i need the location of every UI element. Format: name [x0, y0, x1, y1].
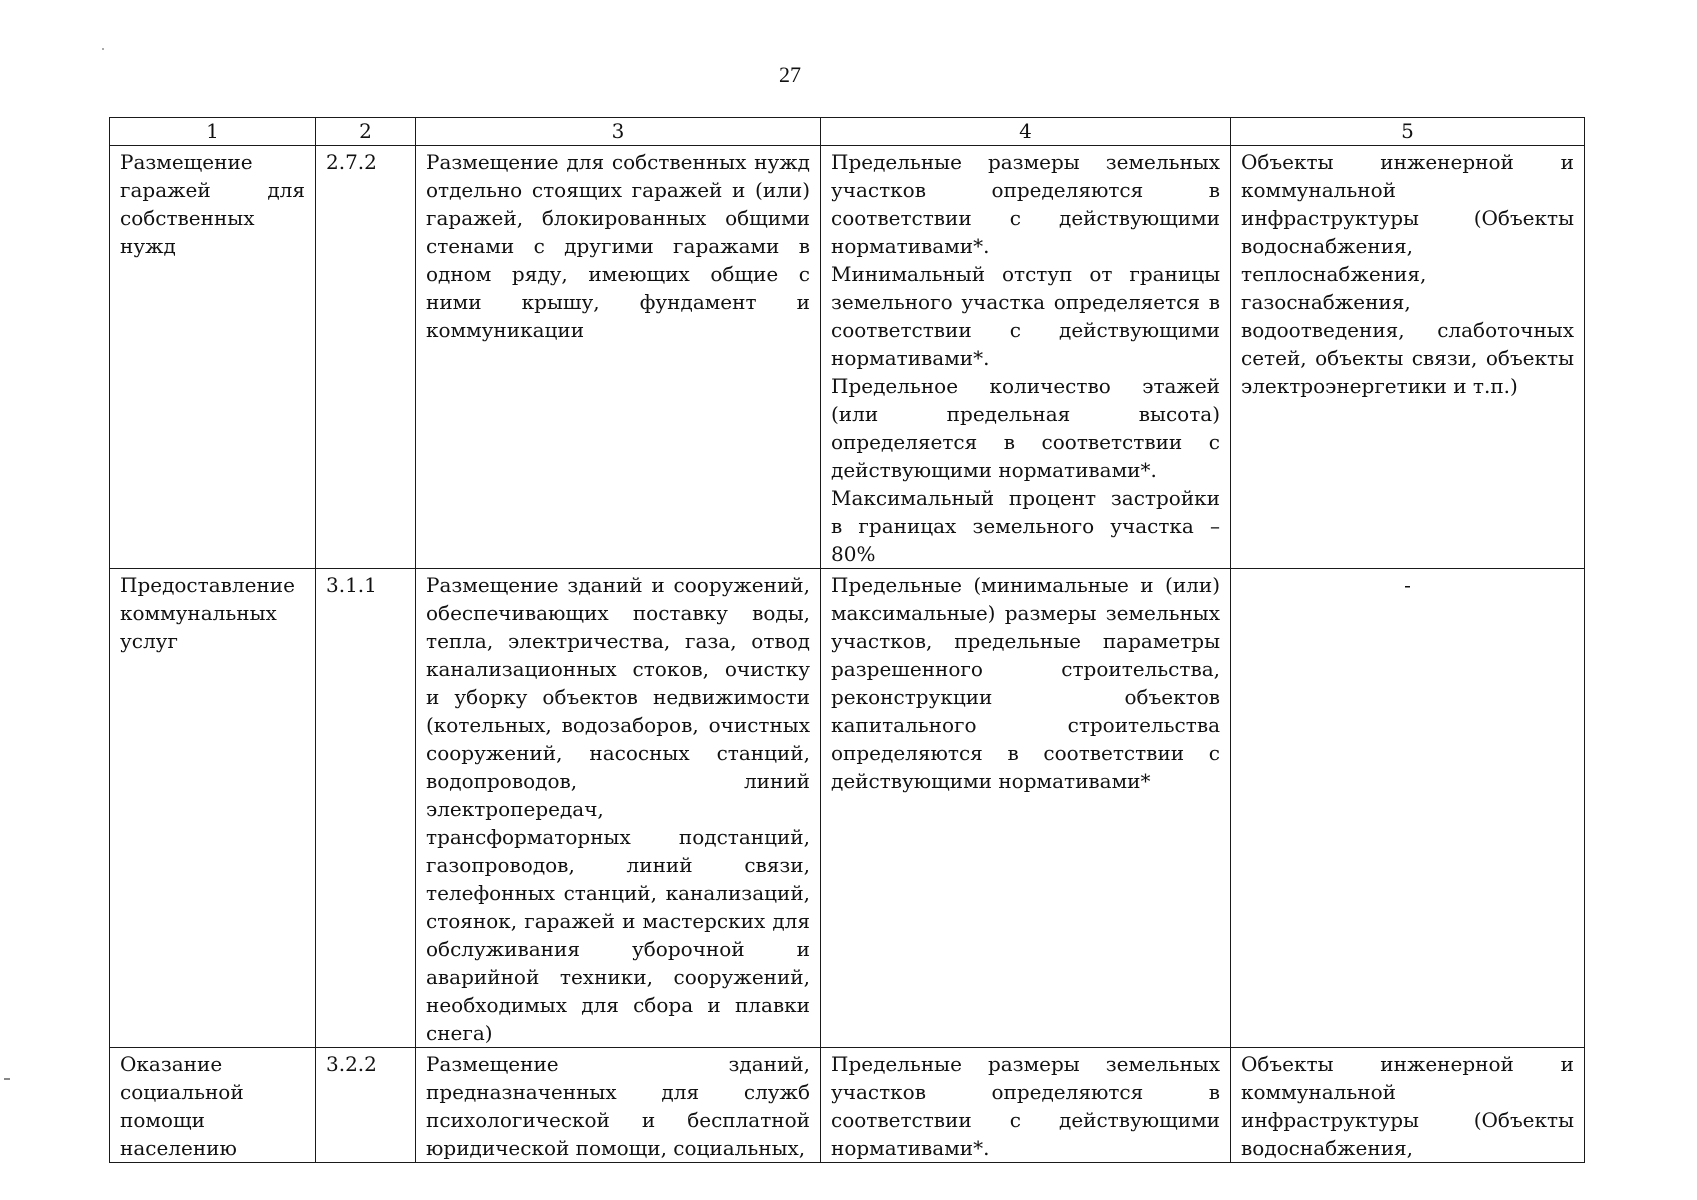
use-type-name: Оказание социальной помощи населению: [110, 1048, 316, 1163]
table-row: [110, 1048, 1585, 1163]
scan-mark: [4, 1078, 10, 1080]
column-header: 4: [821, 118, 1231, 146]
table-header-row: [110, 118, 1585, 146]
parameter-paragraph: Предельные размеры земельных участков определяются в соответствии с действующими нормативами*.: [831, 1052, 1220, 1160]
use-type-description: Размещение для собственных нужд отдельно стоящих гаражей и (или) гаражей, блокированных общими стенами с другими гаражами в одном ряду, имеющих общие с ними крышу, фундамент и коммуникации: [416, 146, 821, 569]
use-type-code: 2.7.2: [316, 146, 416, 569]
use-type-name: Размещение гаражей для собственных нужд: [110, 146, 316, 569]
use-type-code: 3.1.1: [316, 569, 416, 1048]
page-number: 27: [779, 62, 801, 87]
land-use-table: [109, 117, 1585, 1163]
column-header: 3: [416, 118, 821, 146]
use-type-description: Размещение зданий, предназначенных для служб психологической и бесплатной юридической помощи, социальных,: [416, 1048, 821, 1163]
parameter-paragraph: Предельные (минимальные и (или) максимальные) размеры земельных участков, предельные параметры разрешенного строительства, реконструкции объектов капитального строительства определяются в соответствии с действующими нормативами*: [831, 573, 1220, 793]
use-type-name: Предоставление коммунальных услуг: [110, 569, 316, 1048]
table-row: [110, 146, 1585, 569]
building-parameters: [821, 569, 1231, 1048]
parameter-paragraph: Минимальный отступ от границы земельного участка определяется в соответствии с действующими нормативами*.: [831, 262, 1220, 370]
column-header: 1: [110, 118, 316, 146]
auxiliary-objects: -: [1231, 569, 1585, 1048]
auxiliary-objects: Объекты инженерной и коммунальной инфраструктуры (Объекты водоснабжения, теплоснабжения, газоснабжения, водоотведения, слаботочных сетей, объекты связи, объекты электроэнергетики и т.п.): [1231, 146, 1585, 569]
table-row: [110, 569, 1585, 1048]
use-type-code: 3.2.2: [316, 1048, 416, 1163]
column-header: 5: [1231, 118, 1585, 146]
building-parameters: [821, 1048, 1231, 1163]
parameter-paragraph: Максимальный процент застройки в границах земельного участка – 80%: [831, 486, 1220, 566]
column-header: 2: [316, 118, 416, 146]
building-parameters: [821, 146, 1231, 569]
use-type-description: Размещение зданий и сооружений, обеспечивающих поставку воды, тепла, электричества, газа, отвод канализационных стоков, очистку и уборку объектов недвижимости (котельных, водозаборов, очистных сооружений, насосных станций, водопроводов, линий электропередач, трансформаторных подстанций, газопроводов, линий связи, телефонных станций, канализаций, стоянок, гаражей и мастерских для обслуживания уборочной и аварийной техники, сооружений, необходимых для сбора и плавки снега): [416, 569, 821, 1048]
scan-mark: [102, 48, 104, 50]
auxiliary-objects: Объекты инженерной и коммунальной инфраструктуры (Объекты водоснабжения,: [1231, 1048, 1585, 1163]
parameter-paragraph: Предельные размеры земельных участков определяются в соответствии с действующими нормативами*.: [831, 150, 1220, 258]
parameter-paragraph: Предельное количество этажей (или предельная высота) определяется в соответствии с действующими нормативами*.: [831, 374, 1220, 482]
